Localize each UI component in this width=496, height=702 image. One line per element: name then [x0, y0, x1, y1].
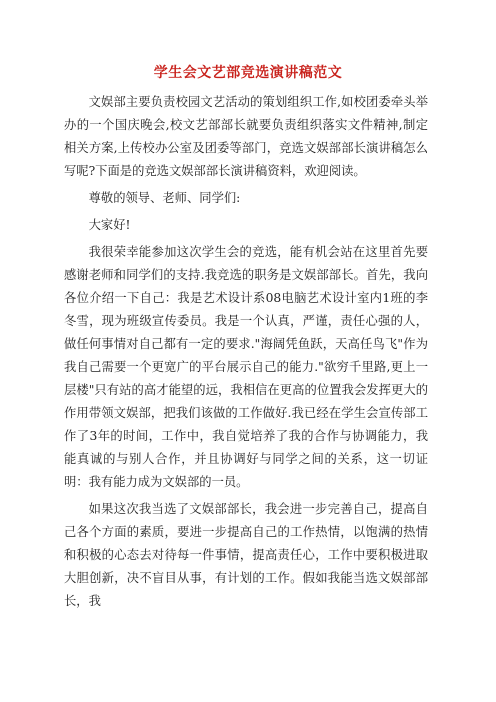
- self-introduction-paragraph: 我很荣幸能参加这次学生会的竞选，能有机会站在这里首先要感谢老师和同学们的支持.我竞选的职务是文娱部部长。首先，我向各位介绍一下自己：我是艺术设计系08电脑艺术设计室内1班的李冬雪，现为班级宣传委员。我是一个认真，严谨，责任心强的人，做任何事情对自己都有一定的要求."海阔凭鱼跃，天高任鸟飞"作为我自己需要一个更宽广的平台展示自己的能力."欲穷千里路,更上一层楼"只有站的高才能望的远，我相信在更高的位置我会发挥更大的作用带领文娱部，把我们该做的工作做好.我已经在学生会宣传部工作了3年的时间，工作中，我自觉培养了我的合作与协调能力，我能真诚的与别人合作，并且协调好与同学之间的关系，这一切证明：我有能力成为文娱部的一员。: [64, 245, 428, 489]
- commitment-paragraph: 如果这次我当选了文娱部部长，我会进一步完善自己，提高自己各个方面的素质，要进一步提高自己的工作热情，以饱满的热情和积极的心态去对待每一件事情，提高责任心，工作中要积极进取大胆创新，决不盲目从事，有计划的工作。假如我能当选文娱部部长，我: [64, 502, 428, 608]
- document-title: 学生会文艺部竞选演讲稿范文: [153, 65, 343, 81]
- document-body: [64, 91, 428, 617]
- greeting-paragraph: 大家好!: [88, 218, 131, 232]
- salutation-paragraph: 尊敬的领导、老师、同学们:: [88, 191, 241, 205]
- intro-paragraph: 文娱部主要负责校园文艺活动的策划组织工作,如校团委牵头举办的一个国庆晚会,校文艺部部长就要负责组织落实文件精神,制定相关方案,上传校办公室及团委等部门，竞选文娱部部长演讲稿怎么写呢?下面是的竞选文娱部部长演讲稿资料，欢迎阅读。: [64, 95, 428, 178]
